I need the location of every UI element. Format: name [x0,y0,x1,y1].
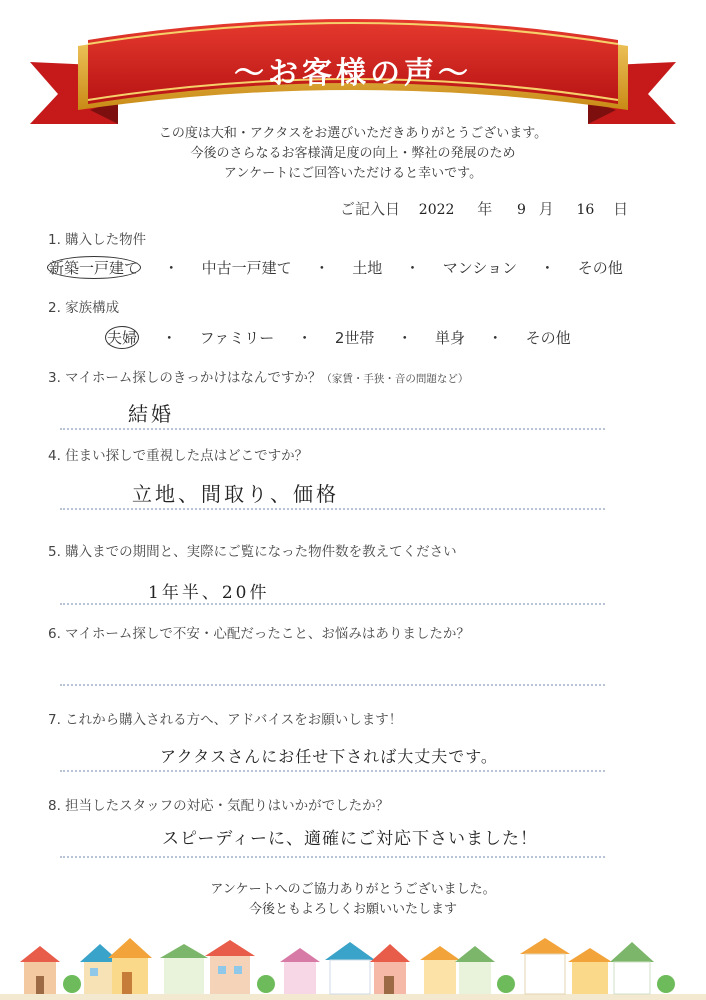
house-icon [520,938,570,994]
question-1-options [50,256,623,279]
question-5-label: 5. 購入までの期間と、実際にご覧になった物件数を教えてください [48,544,457,560]
footer-closing: 今後ともよろしくお願いいたします [248,902,457,917]
option-single[interactable]: 単身 [435,329,466,347]
question-7-label: 7. これから購入される方へ、アドバイスをお願いします！ [48,712,403,728]
option-land[interactable]: 土地 [352,259,383,277]
question-2-options [108,326,571,349]
option-other[interactable]: その他 [525,329,571,347]
entry-date [340,198,628,219]
question-4-label: 4. 住まい探しで重視した点はどこですか？ [48,448,309,464]
question-6-label: 6. マイホーム探しで不安・心配だったこと、お悩みはありましたか？ [48,626,470,642]
intro-line-1: この度は大和・アクタスをお選びいただきありがとうございます。 [158,126,548,141]
answer-line [60,684,605,686]
date-month: 9 [517,202,526,218]
answer-line [60,508,605,510]
house-icon [280,948,320,994]
house-icon [610,942,654,994]
answer-line [60,428,605,430]
option-separator: ・ [161,329,177,347]
option-separator: ・ [404,259,420,277]
option-mansion[interactable]: マンション [442,259,518,277]
answer-line [60,603,605,605]
answer-5: 1年半、20件 [148,583,270,603]
house-icon [370,944,410,994]
question-3-text: 3. マイホーム探しのきっかけはなんですか？ [48,370,322,386]
date-label: ご記入日 [340,200,401,218]
option-family[interactable]: ファミリー [199,329,275,347]
date-year-unit: 年 [477,200,493,218]
house-icon [568,948,612,994]
question-3-label [48,366,468,386]
answer-7: アクタスさんにお任せ下されば大丈夫です。 [160,747,498,766]
option-separator: ・ [539,259,555,277]
question-8-label: 8. 担当したスタッフの対応・気配りはいかがでしたか？ [48,798,390,814]
date-month-unit: 月 [538,200,554,218]
option-separator: ・ [314,259,330,277]
question-1-label: 1. 購入した物件 [48,232,147,248]
option-separator: ・ [163,259,179,277]
question-3-note: （家賃・手狭・音の問題など） [321,373,469,385]
intro-line-3: アンケートにご回答いただけると幸いです。 [223,166,483,181]
answer-4: 立地、間取り、価格 [132,482,339,506]
option-separator: ・ [297,329,313,347]
date-day: 16 [576,202,595,218]
option-separator: ・ [487,329,503,347]
house-icon [325,942,375,994]
house-icon [455,946,495,994]
option-two-generation[interactable]: 2世帯 [334,329,375,347]
option-new-house[interactable]: 新築一戸建て [47,256,141,279]
answer-8: スピーディーに、適確にご対応下さいました！ [162,829,538,849]
footer-thanks: アンケートへのご協力ありがとうございました。 [210,882,496,897]
house-icon [205,940,255,994]
option-couple[interactable]: 夫婦 [105,326,139,349]
date-year: 2022 [418,202,455,218]
option-other[interactable]: その他 [577,259,623,277]
answer-line [60,856,605,858]
house-icon [420,946,460,994]
house-icon [160,944,208,994]
page-title: ～お客様の声～ [234,56,472,91]
house-icon [108,938,152,994]
option-used-house[interactable]: 中古一戸建て [201,259,292,277]
option-separator: ・ [397,329,413,347]
answer-line [60,770,605,772]
date-day-unit: 日 [613,200,629,218]
answer-3: 結婚 [128,402,174,426]
intro-line-2: 今後のさらなるお客様満足度の向上・弊社の発展のため [190,146,516,161]
question-2-label: 2. 家族構成 [48,300,120,316]
house-icon [20,946,60,994]
houses-illustration [0,932,706,1000]
